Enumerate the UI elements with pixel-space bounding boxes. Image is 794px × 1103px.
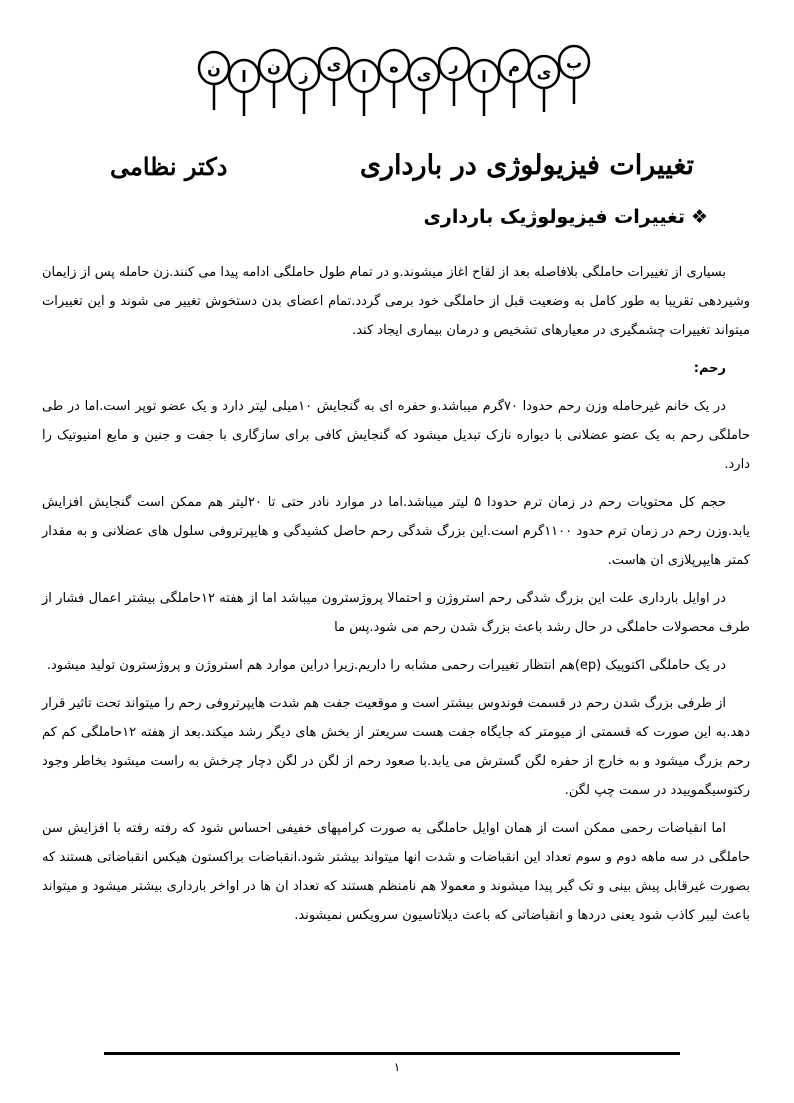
balloon-letter bbox=[437, 46, 471, 106]
document-body bbox=[42, 258, 750, 939]
paragraph: در یک حاملگی اکتوپیک (ep)هم انتظار تغییرات رحمی مشابه را داریم.زیرا دراین موارد هم استروژن و پروژسترون تولید میشود. bbox=[46, 658, 726, 673]
balloon-letter bbox=[377, 48, 411, 108]
decorative-title-banner bbox=[196, 44, 591, 122]
paragraph: از طرفی بزرگ شدن رحم در قسمت فوندوس بیشتر است و موقعیت جفت هم شدت هایپرتروفی رحم را میتواند تحت تاثیر قرار دهد.به این صورت که قسمتی از میومتر که جایگاه جفت هست سریعتر از بخش های دیگر رشد میکند.بعد از هفته ۱۲حاملگی کم کم رحم بزرگ میشود و به خارج از حفره لگن گسترش می یابد.با صعود رحم از لگن در لگن دچار چرخش به راست میشود بخاطر وجود رکتوسیگموییدد در سمت چپ لگن. bbox=[42, 696, 750, 798]
footer-divider bbox=[104, 1052, 680, 1055]
balloon-letter bbox=[197, 50, 231, 110]
subheading-uterus: رحم: bbox=[693, 361, 726, 376]
svg-text:ا: ا bbox=[241, 67, 247, 86]
svg-text:ه: ه bbox=[389, 57, 399, 76]
balloon-letter bbox=[527, 54, 561, 114]
author-name: دکتر نظامی bbox=[110, 152, 228, 181]
svg-text:ی: ی bbox=[536, 63, 552, 82]
svg-text:ر: ر bbox=[449, 55, 459, 74]
section-heading-text: تغییرات فیزیولوژیک بارداری bbox=[423, 206, 685, 228]
balloon-letter bbox=[287, 56, 321, 116]
balloon-letter bbox=[257, 48, 291, 108]
svg-text:ی: ی bbox=[416, 65, 432, 84]
balloon-letter bbox=[317, 46, 351, 106]
balloon-letter bbox=[347, 58, 381, 118]
diamond-bullet-icon: ❖ bbox=[690, 206, 708, 228]
balloon-letter bbox=[407, 56, 441, 116]
balloon-letter bbox=[497, 48, 531, 108]
paragraph: حجم کل محتویات رحم در زمان ترم حدودا ۵ لیتر میباشد.اما در موارد نادر حتی تا ۲۰لیتر هم ممکن است گنجایش افزایش یابد.وزن رحم در زمان ترم حدود ۱۱۰۰گرم است.این بزرگ شدگی رحم حاصل کشیدگی و هایپرتروفی سلول های عضلانی و به مقدار کمتر هایپرپلازی ان هاست. bbox=[42, 495, 750, 568]
svg-text:ی: ی bbox=[326, 55, 342, 74]
balloon-letter bbox=[467, 58, 501, 118]
paragraph: در یک خانم غیرحامله وزن رحم حدودا ۷۰گرم میباشد.و حفره ای به گنجایش ۱۰میلی لیتر دارد و یک عضو توپر است.اما در طی حاملگی رحم به یک عضو عضلانی با دیواره نازک تبدیل میشود که گنجایش کافی برای سازگاری با جفت و جنین و مایع امنیوتیک را دارد. bbox=[42, 399, 750, 472]
balloon-letter bbox=[557, 44, 591, 104]
svg-text:ن: ن bbox=[207, 59, 221, 78]
svg-text:ن: ن bbox=[267, 57, 281, 76]
svg-text:ا: ا bbox=[481, 67, 487, 86]
balloon-letter bbox=[227, 58, 261, 118]
page-number: ۱ bbox=[393, 1060, 401, 1074]
svg-text:م: م bbox=[508, 57, 520, 76]
title-row bbox=[100, 150, 694, 192]
section-heading bbox=[423, 206, 708, 228]
paragraph: اما انقباضات رحمی ممکن است از همان اوایل حاملگی به صورت کرامپهای خفیفی احساس شود که رفته رفته با افزایش سن حاملگی در سه ماهه دوم و سوم تعداد این انقباضات و شدت انها میتواند بیشتر شود.انقباضات براکستون هیکس انقباضاتی هستند که بصورت غیرقابل پیش بینی و تک گیر پیدا میشوند و معمولا هم نامنظم هستند که تعداد ان ها در اواخر بارداری بیشتر میشود و میتواند باعث لیبر کاذب شود یعنی دردها و انقباضاتی که باعث دیلاتاسیون سرویکس نمیشوند. bbox=[42, 821, 750, 923]
paragraph: بسیاری از تغییرات حاملگی بلافاصله بعد از لقاح اغاز میشوند.و در تمام طول حاملگی ادامه پیدا می کنند.زن حامله پس از زایمان وشیردهی تقریبا به طور کامل به وضعیت قبل از حاملگی خود برمی گردد.تمام اعضای بدن دستخوش تغییر می شوند و این تغییرات میتواند تغییرات چشمگیری در معیارهای تشخیص و درمان بیماری ایجاد کند. bbox=[42, 265, 750, 338]
svg-text:ز: ز bbox=[299, 65, 309, 84]
svg-text:ا: ا bbox=[361, 67, 367, 86]
paragraph: در اوایل بارداری علت این بزرگ شدگی رحم استروژن و احتمالا پروژسترون میباشد اما از هفته ۱۲حاملگی بیشتر اعمال فشار از طرف محصولات حاملگی در حال رشد باعث بزرگ شدن رحم می شود.پس ما bbox=[42, 591, 750, 635]
document-title: تغییرات فیزیولوژی در بارداری bbox=[359, 150, 694, 181]
svg-text:ب: ب bbox=[565, 53, 583, 72]
